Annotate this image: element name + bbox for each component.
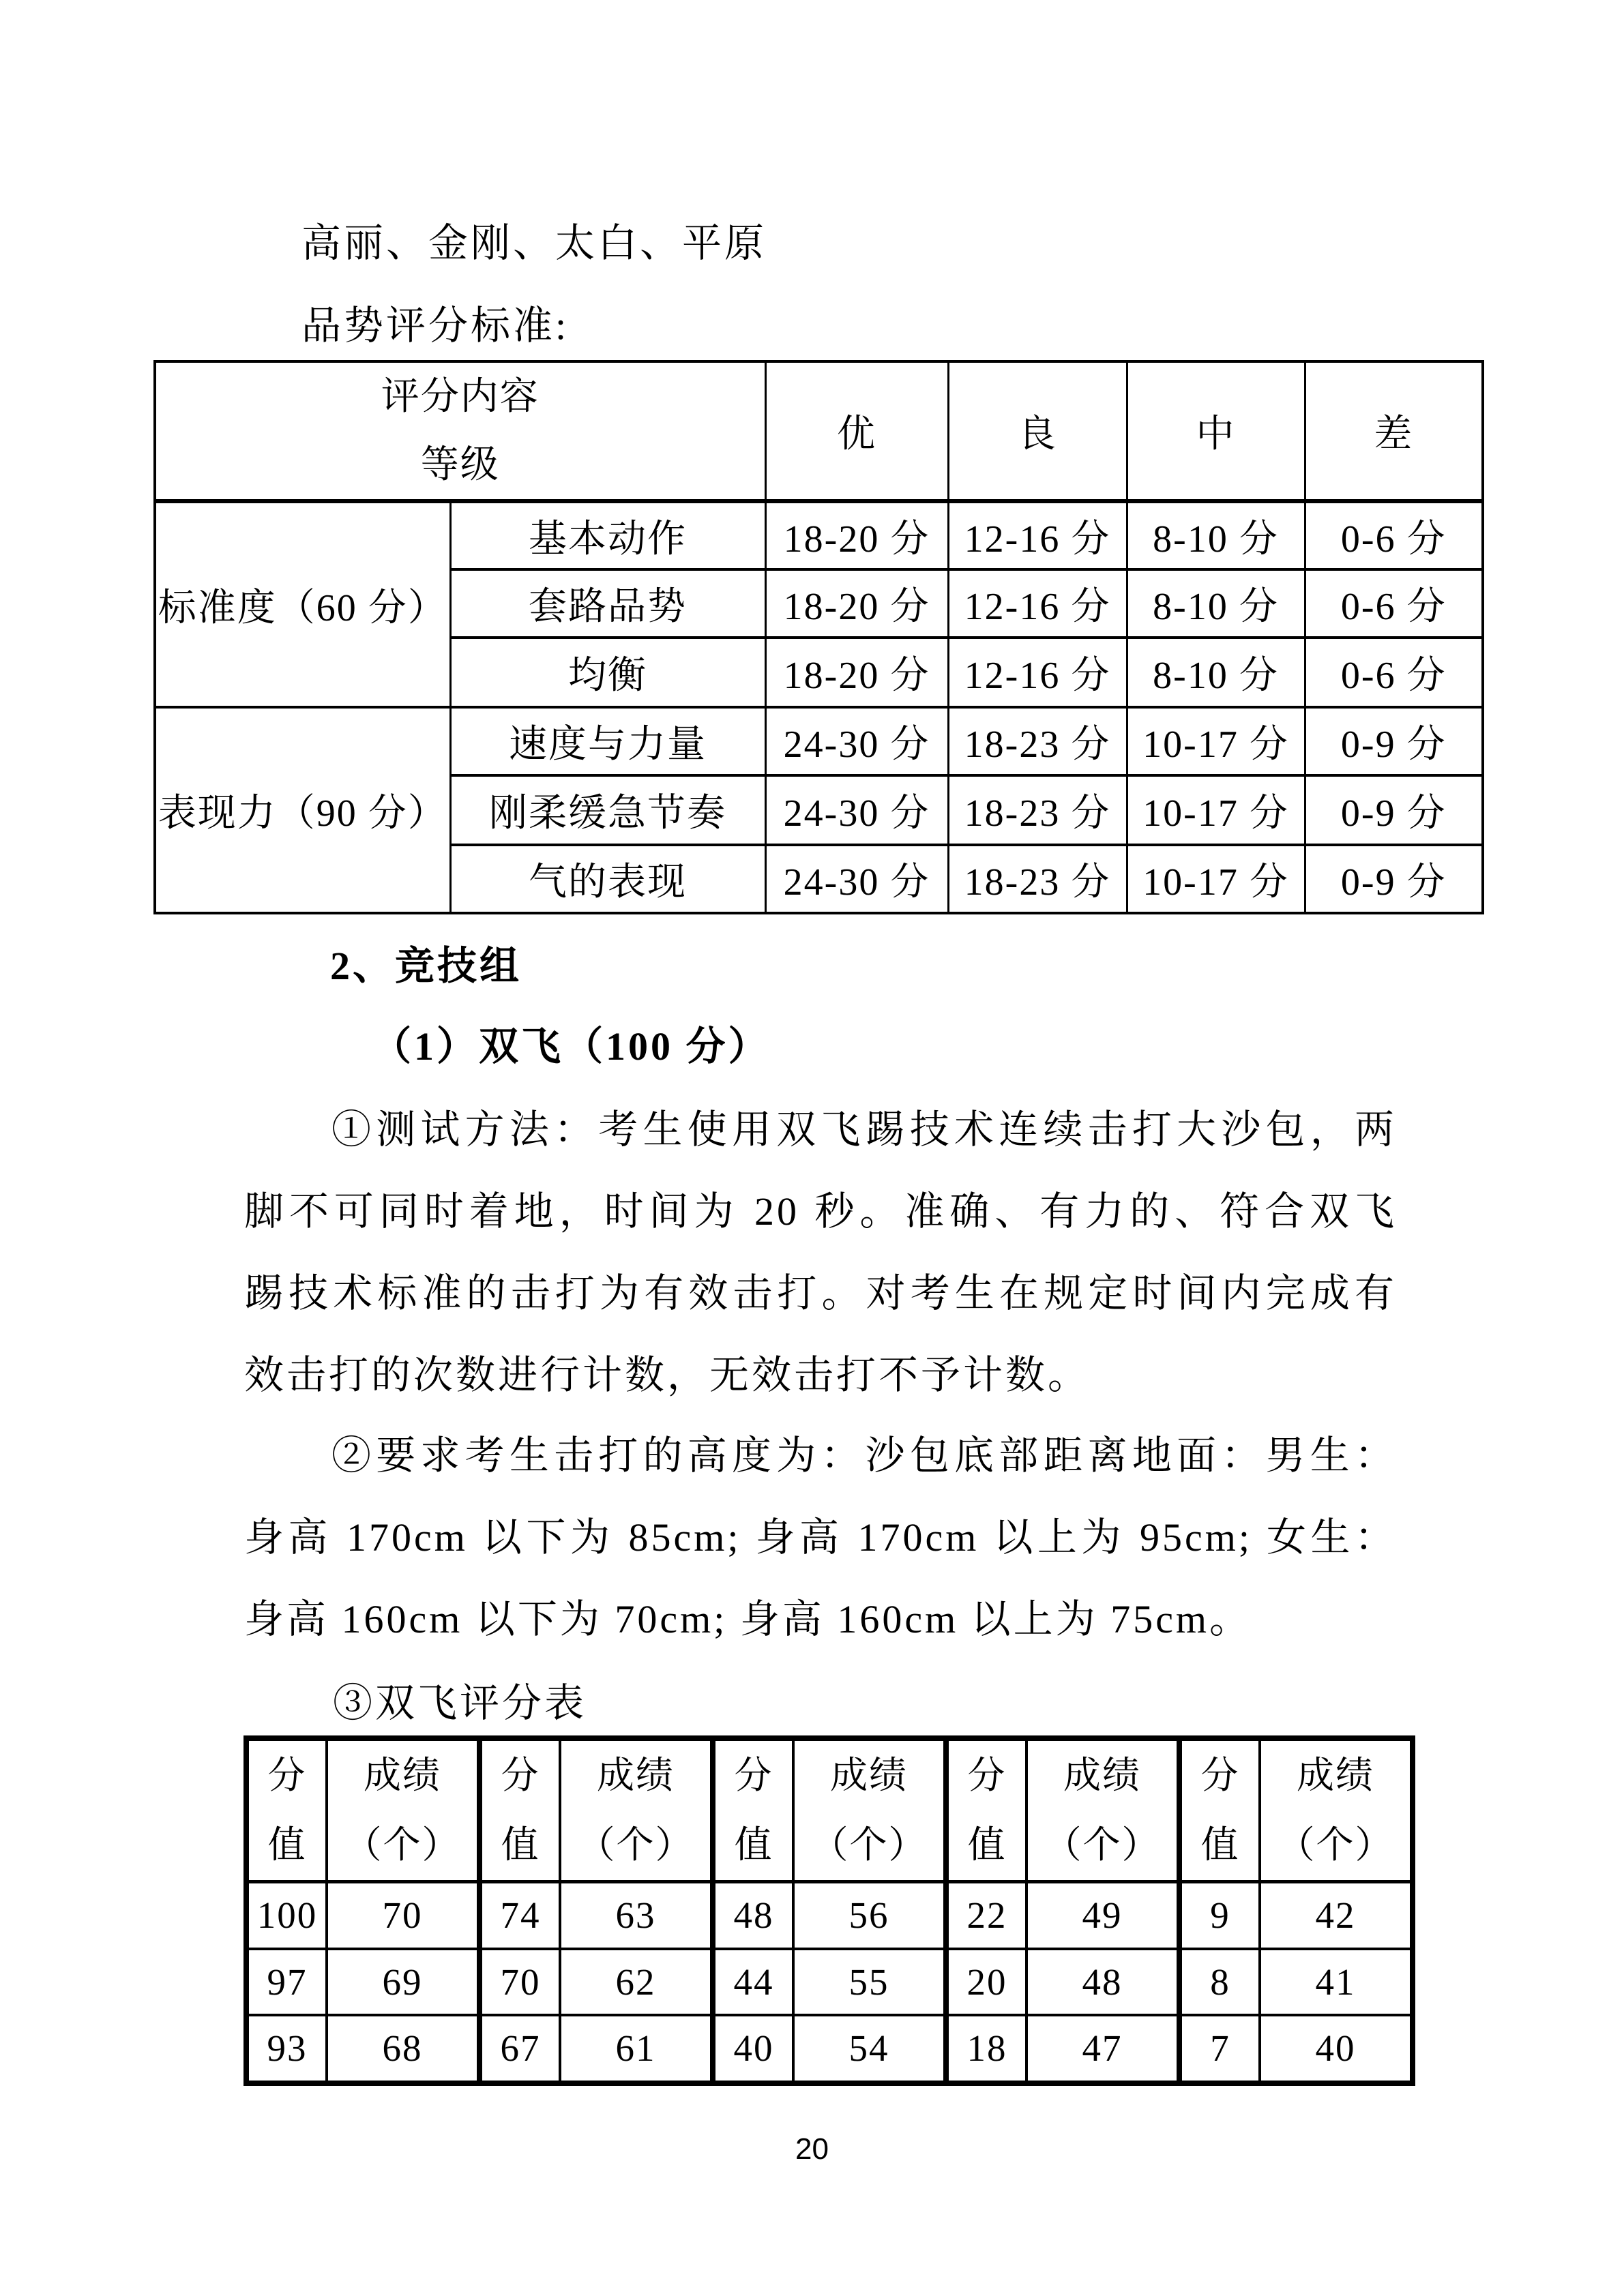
count-cell: 40: [1260, 2015, 1413, 2083]
item-cell: 气的表现: [450, 845, 765, 913]
level-header-excellent: 优: [765, 361, 948, 501]
value-cell: 44: [713, 1949, 793, 2015]
header-line: 值: [501, 1824, 540, 1866]
value-cell: 67: [479, 2015, 560, 2083]
header-line: 成绩: [596, 1755, 675, 1796]
level-header-good: 良: [948, 361, 1127, 501]
score-cell: 0-6 分: [1305, 501, 1483, 569]
header-line: 值: [1200, 1824, 1240, 1866]
table-row: [246, 1882, 1413, 1949]
value-cell: 74: [479, 1882, 560, 1949]
score-cell: 8-10 分: [1127, 569, 1305, 638]
paragraph-line: 踢技术标准的击打为有效击打。对考生在规定时间内完成有: [244, 1271, 1397, 1315]
header-line: 分: [967, 1755, 1007, 1796]
fly-table-caption: ③双飞评分表: [333, 1681, 587, 1725]
corner-label-grade: 等级: [420, 444, 500, 486]
fly-score-table: [243, 1735, 1415, 2086]
header-score-value: [246, 1738, 327, 1882]
level-header-medium: 中: [1127, 361, 1305, 501]
count-cell: 63: [560, 1882, 713, 1949]
header-line: （个）: [577, 1824, 694, 1866]
score-cell: 10-17 分: [1127, 775, 1305, 845]
value-cell: 9: [1179, 1882, 1260, 1949]
header-line: 分: [1200, 1755, 1240, 1796]
count-cell: 61: [560, 2015, 713, 2083]
value-cell: 22: [946, 1882, 1027, 1949]
header-count: [793, 1738, 946, 1882]
test-method-paragraph: [244, 1089, 1397, 1416]
section-subheading-double-fly: （1）双飞（100 分）: [372, 1024, 771, 1069]
header-count: [560, 1738, 713, 1882]
item-cell: 速度与力量: [450, 707, 765, 775]
count-cell: 48: [1027, 1949, 1179, 2015]
count-cell: 42: [1260, 1882, 1413, 1949]
count-cell: 62: [560, 1949, 713, 2015]
header-score-value: [479, 1738, 560, 1882]
group-label-accuracy: 标准度（60 分）: [155, 501, 450, 707]
header-line: 分: [734, 1755, 773, 1796]
value-cell: 8: [1179, 1949, 1260, 2015]
table-row: [155, 501, 1483, 569]
item-cell: 基本动作: [450, 501, 765, 569]
height-requirement-paragraph: [244, 1415, 1397, 1660]
paragraph-line: 身高 170cm 以下为 85cm; 身高 170cm 以上为 95cm; 女生：: [244, 1515, 1397, 1560]
score-cell: 12-16 分: [948, 501, 1127, 569]
header-score-value: [1179, 1738, 1260, 1882]
paragraph-line: ①测试方法：考生使用双飞踢技术连续击打大沙包，两: [331, 1107, 1397, 1152]
poomsae-list-line: 高丽、金刚、太白、平原: [301, 221, 767, 265]
count-cell: 69: [327, 1949, 479, 2015]
value-cell: 93: [246, 2015, 327, 2083]
value-cell: 40: [713, 2015, 793, 2083]
value-cell: 48: [713, 1882, 793, 1949]
count-cell: 41: [1260, 1949, 1413, 2015]
header-line: （个）: [1044, 1824, 1161, 1866]
score-cell: 24-30 分: [765, 707, 948, 775]
value-cell: 100: [246, 1882, 327, 1949]
table-row: [246, 1949, 1413, 2015]
score-cell: 24-30 分: [765, 775, 948, 845]
paragraph-line: 效击打的次数进行计数，无效击打不予计数。: [244, 1353, 1091, 1397]
score-cell: 10-17 分: [1127, 707, 1305, 775]
header-line: 成绩: [1296, 1755, 1374, 1796]
paragraph-line: 脚不可同时着地，时间为 20 秒。准确、有力的、符合双飞: [244, 1189, 1397, 1234]
score-cell: 0-6 分: [1305, 638, 1483, 707]
header-line: （个）: [810, 1824, 928, 1866]
poomsae-score-table: [153, 360, 1484, 914]
score-cell: 18-23 分: [948, 775, 1127, 845]
item-cell: 刚柔缓急节奏: [450, 775, 765, 845]
item-cell: 套路品势: [450, 569, 765, 638]
table-corner-cell: [155, 361, 765, 501]
value-cell: 7: [1179, 2015, 1260, 2083]
header-score-value: [713, 1738, 793, 1882]
value-cell: 70: [479, 1949, 560, 2015]
score-cell: 8-10 分: [1127, 638, 1305, 707]
header-line: 值: [967, 1824, 1007, 1866]
poomsae-standard-label: 品势评分标准:: [301, 303, 570, 348]
score-cell: 18-23 分: [948, 707, 1127, 775]
header-line: 成绩: [829, 1755, 908, 1796]
count-cell: 49: [1027, 1882, 1179, 1949]
header-line: 分: [501, 1755, 540, 1796]
table-row: [246, 2015, 1413, 2083]
score-cell: 18-23 分: [948, 845, 1127, 913]
value-cell: 97: [246, 1949, 327, 2015]
header-line: （个）: [344, 1824, 461, 1866]
score-cell: 0-9 分: [1305, 707, 1483, 775]
score-cell: 0-6 分: [1305, 569, 1483, 638]
count-cell: 56: [793, 1882, 946, 1949]
score-cell: 10-17 分: [1127, 845, 1305, 913]
header-line: 值: [734, 1824, 773, 1866]
score-cell: 12-16 分: [948, 638, 1127, 707]
paragraph-line: 身高 160cm 以下为 70cm; 身高 160cm 以上为 75cm。: [244, 1597, 1252, 1641]
header-line: 成绩: [363, 1755, 441, 1796]
score-cell: 8-10 分: [1127, 501, 1305, 569]
header-line: 分: [267, 1755, 307, 1796]
group-label-expression: 表现力（90 分）: [155, 707, 450, 913]
header-count: [1260, 1738, 1413, 1882]
score-cell: 18-20 分: [765, 569, 948, 638]
count-cell: 54: [793, 2015, 946, 2083]
score-cell: 18-20 分: [765, 501, 948, 569]
header-line: （个）: [1277, 1824, 1394, 1866]
score-cell: 0-9 分: [1305, 775, 1483, 845]
count-cell: 70: [327, 1882, 479, 1949]
page-number: 20: [795, 2132, 829, 2166]
section-heading-competition: 2、竞技组: [330, 944, 522, 988]
header-line: 成绩: [1063, 1755, 1141, 1796]
value-cell: 20: [946, 1949, 1027, 2015]
corner-label-content: 评分内容: [381, 376, 540, 418]
paragraph-line: ②要求考生击打的高度为：沙包底部距离地面：男生：: [331, 1433, 1397, 1478]
level-header-poor: 差: [1305, 361, 1483, 501]
count-cell: 47: [1027, 2015, 1179, 2083]
count-cell: 68: [327, 2015, 479, 2083]
header-line: 值: [267, 1824, 307, 1866]
value-cell: 18: [946, 2015, 1027, 2083]
score-cell: 18-20 分: [765, 638, 948, 707]
item-cell: 均衡: [450, 638, 765, 707]
score-cell: 12-16 分: [948, 569, 1127, 638]
score-cell: 24-30 分: [765, 845, 948, 913]
count-cell: 55: [793, 1949, 946, 2015]
score-cell: 0-9 分: [1305, 845, 1483, 913]
header-count: [1027, 1738, 1179, 1882]
header-score-value: [946, 1738, 1027, 1882]
header-count: [327, 1738, 479, 1882]
table-row: [155, 707, 1483, 775]
